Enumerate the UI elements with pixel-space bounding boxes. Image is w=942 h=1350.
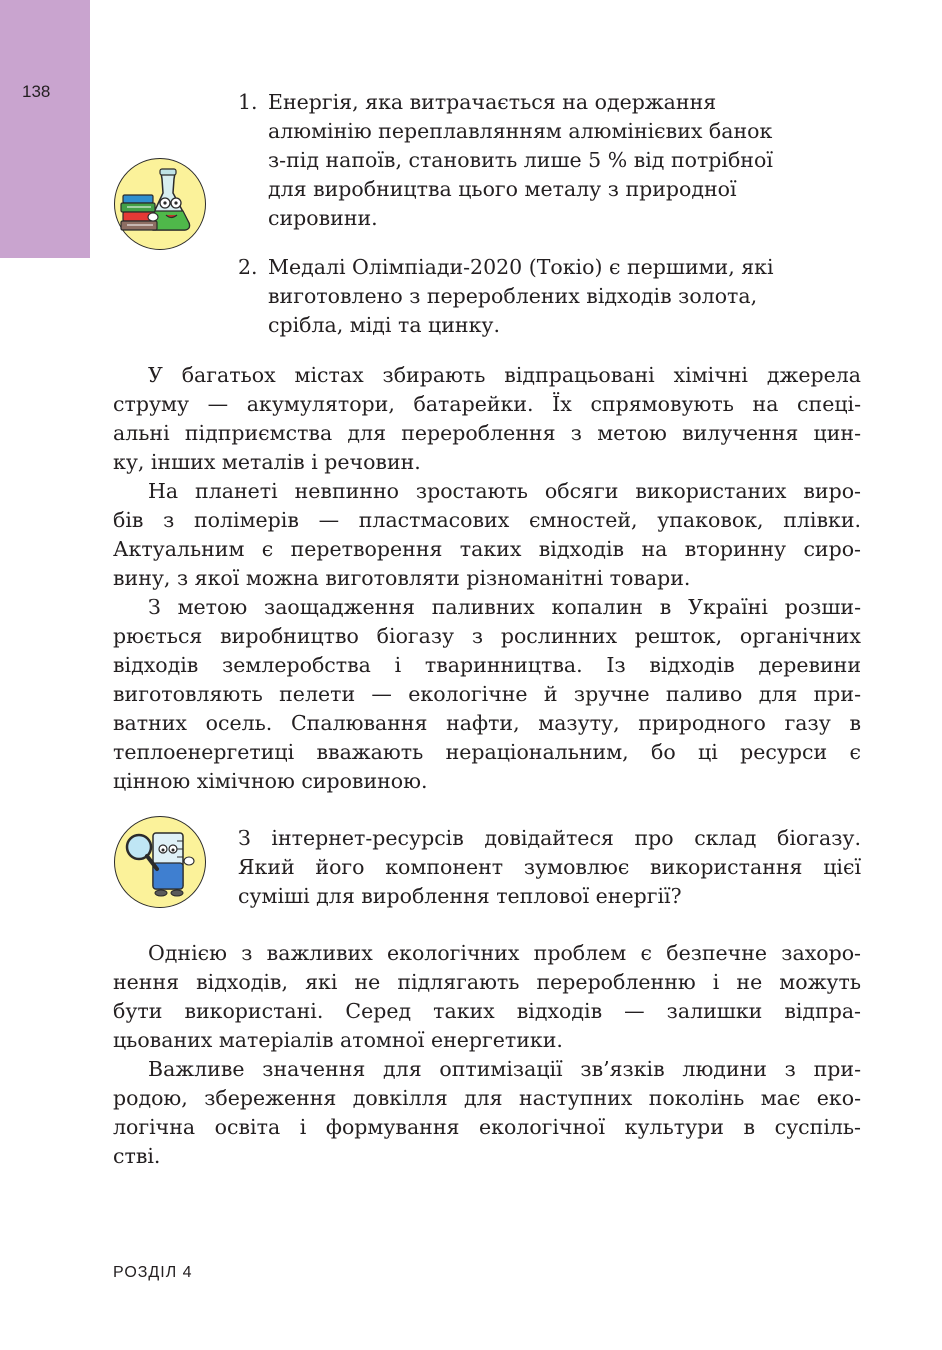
paragraph-line: З метою заощадження паливних копалин в Україні розши- [148,595,861,619]
page-number: 138 [22,82,51,101]
fact-body [268,253,774,340]
paragraph [113,1055,861,1171]
paragraph-line: логічна освіта і формування екологічної культури в суспіль- [113,1115,861,1139]
fact-line: для виробництва цього металу з природної [268,177,737,201]
paragraph [113,939,861,1055]
fact-line: срібла, міді та цинку. [268,313,500,337]
paragraph-line: виготовляють пелети — екологічне й зручне паливо для при- [113,682,861,706]
paragraph-line: бів з полімерів — пластмасових ємностей, упаковок, плівки. [113,508,861,532]
fact-number: 2. [238,255,258,279]
paragraph-line: цінною хімічною сировиною. [113,769,428,793]
paragraph-line: Актуальним є перетворення таких відходів на вторинну сиро- [113,537,861,561]
task-line: суміші для вироблення теплової енергії? [238,884,682,908]
fact-number: 1. [238,90,258,114]
task-line: З інтернет-ресурсів довідайтеся про склад біогазу. [238,826,861,850]
paragraph-line: відходів землеробства і тваринництва. Із відходів деревини [113,653,861,677]
fact-line: Енергія, яка витрачається на одержання [268,90,717,114]
chapter-side-tab [0,0,90,258]
paragraph-line: вину, з якої можна виготовляти різноманітні товари. [113,566,691,590]
paragraph-line: стві. [113,1144,161,1168]
paragraph-line: нення відходів, які не підлягають переробленню і не можуть [113,970,861,994]
paragraph-line: бути використані. Серед таких відходів — залишки відпра- [113,999,861,1023]
paragraph-line: У багатьох містах збирають відпрацьовані хімічні джерела [148,363,861,387]
paragraph-line: цьованих матеріалів атомної енергетики. [113,1028,563,1052]
paragraph-line: Однією з важливих екологічних проблем є безпечне захоро- [148,941,861,965]
paragraph-line: Важливе значення для оптимізації зв’язків людини з при- [148,1057,861,1081]
fact-line: сировини. [268,206,378,230]
paragraph-line: На планеті невпинно зростають обсяги використаних виро- [148,479,861,503]
paragraph-line: альні підприємства для перероблення з метою вилучення цин- [113,421,861,445]
books-flask-mascot-icon [114,158,206,250]
paragraph [113,593,861,796]
paragraph [113,361,861,477]
task-question [238,824,861,911]
paragraph-line: рюється виробництво біогазу з рослинних решток, органічних [113,624,861,648]
paragraph [113,477,861,593]
chapter-footer: РОЗДІЛ 4 [113,1264,193,1281]
fact-line: з-під напоїв, становить лише 5 % від потрібної [268,148,773,172]
fact-line: алюмінію переплавлянням алюмінієвих банок [268,119,773,143]
magnifier-beaker-mascot-icon [114,816,206,908]
fact-line: Медалі Олімпіади-2020 (Токіо) є першими, які [268,255,774,279]
paragraph-line: ку, інших металів і речовин. [113,450,421,474]
paragraph-line: струму — акумулятори, батарейки. Їх спрямовують на спеці- [113,392,861,416]
paragraph-line: ватних осель. Спалювання нафти, мазуту, природного газу в [113,711,861,735]
task-line: Який його компонент зумовлює використання цієї [238,855,861,879]
paragraph-line: родою, збереження довкілля для наступних поколінь має еко- [113,1086,861,1110]
fact-line: виготовлено з перероблених відходів золота, [268,284,758,308]
paragraph-line: теплоенергетиці вважають нераціональним, бо ці ресурси є [113,740,861,764]
fact-body [268,88,773,233]
